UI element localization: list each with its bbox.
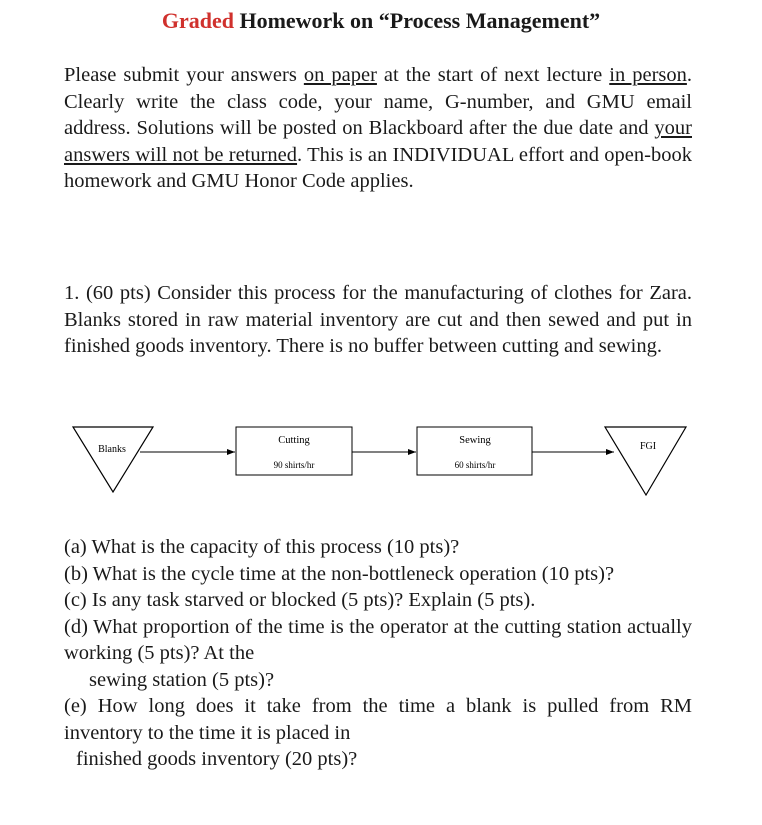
- subquestions-list: [64, 534, 692, 773]
- title-main: Homework on “Process Management”: [233, 8, 601, 33]
- instructions-text-4: . This is an INDIVIDUAL effort and open-book homework and GMU Honor Code applies.: [64, 143, 692, 192]
- page-title: [0, 8, 762, 34]
- blanks-label: Blanks: [98, 444, 126, 455]
- subquestion-d: [64, 614, 692, 694]
- cutting-label: Cutting: [278, 435, 310, 446]
- fgi-label: FGI: [639, 441, 657, 452]
- instructions-paragraph: [64, 62, 692, 195]
- subquestion-d-line1: (d) What proportion of the time is the operator at the cutting station actually working (5 pts)? At the: [64, 615, 692, 664]
- cutting-rate: 90 shirts/hr: [273, 460, 315, 470]
- raw-material-inventory-triangle: [73, 427, 153, 492]
- subquestion-d-line2: sewing station (5 pts)?: [89, 668, 275, 691]
- subquestion-e-line1: (e) How long does it take from the time a blank is pulled from RM inventory to the time it is placed in: [64, 695, 692, 744]
- subquestion-e: [64, 693, 692, 773]
- not-returned-underlined: your answers will not be returned: [64, 117, 692, 166]
- instructions-text-3: . Clearly write the class code, your name, G-number, and GMU email address. Solutions will be posted on Blackboard after the due date and: [64, 64, 693, 139]
- in-person-underlined: in person: [609, 64, 687, 86]
- instructions-text-2: at the start of next lecture: [376, 64, 610, 86]
- sewing-label: Sewing: [459, 435, 491, 446]
- subquestion-c: (c) Is any task starved or blocked (5 pts)? Explain (5 pts).: [64, 589, 536, 611]
- question-1: 1. (60 pts) Consider this process for the manufacturing of clothes for Zara. Blanks stored in raw material inventory are cut and then sewed and put in finished goods inventory. There is no buffer between cutting and sewing.: [64, 282, 692, 357]
- title-graded: Graded: [161, 8, 234, 33]
- subquestion-a: (a) What is the capacity of this process (10 pts)?: [64, 536, 460, 558]
- instructions-text-1: Please submit your answers: [64, 64, 304, 86]
- finished-goods-inventory-triangle: [605, 427, 686, 495]
- on-paper-underlined: on paper: [303, 64, 377, 86]
- sewing-rate: 60 shirts/hr: [454, 460, 496, 470]
- subquestion-e-line2: finished goods inventory (20 pts)?: [76, 748, 358, 770]
- process-flow-diagram: [0, 415, 762, 510]
- subquestion-b: (b) What is the cycle time at the non-bottleneck operation (10 pts)?: [64, 562, 615, 585]
